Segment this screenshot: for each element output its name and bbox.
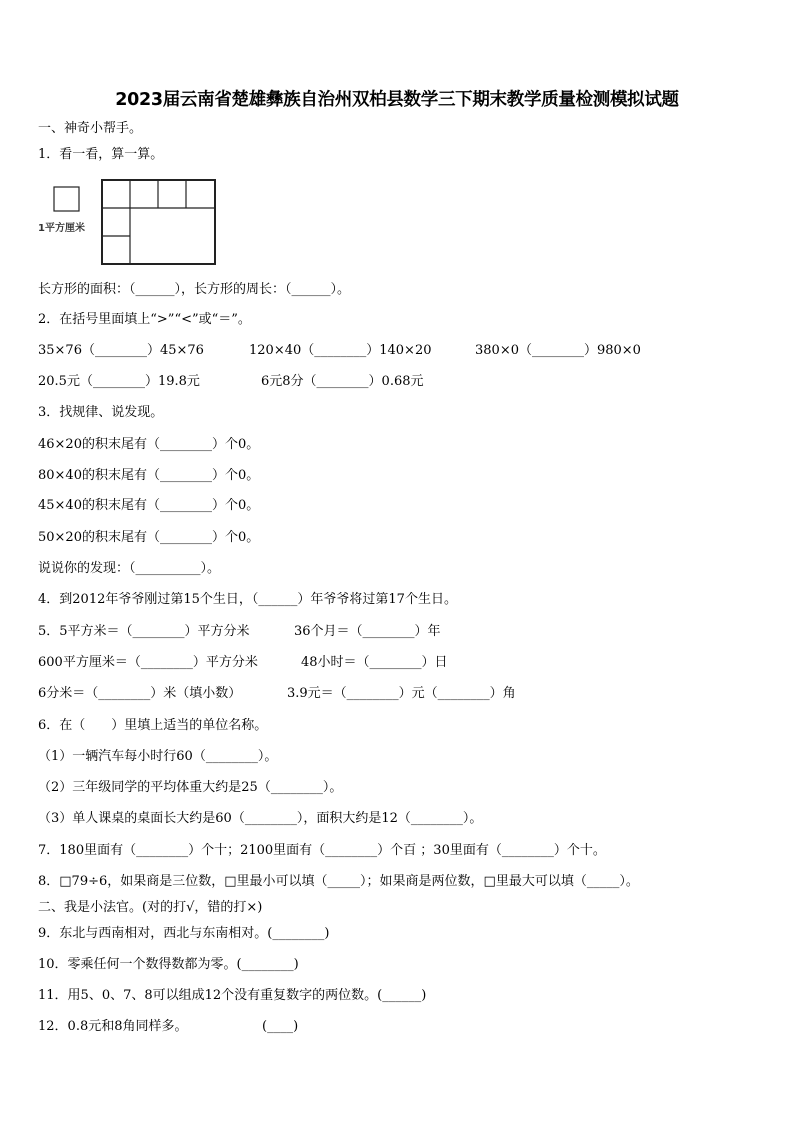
section-heading-1: 一、神奇小帮手。: [38, 121, 143, 136]
question-3-item-3: 45×40的积末尾有（________）个0。: [38, 498, 260, 513]
question-3-item-4: 50×20的积末尾有（________）个0。: [38, 530, 260, 545]
question-3: 3．找规律、说发现。: [38, 405, 164, 420]
question-2-item-3: 380×0（________）980×0: [475, 343, 641, 358]
question-3-item-1: 46×20的积末尾有（________）个0。: [38, 437, 260, 452]
question-2-item-4: 20.5元（________）19.8元: [38, 374, 200, 389]
question-6-item-1: （1）一辆汽车每小时行60（________）。: [38, 749, 278, 764]
question-3-item-2: 80×40的积末尾有（________）个0。: [38, 468, 260, 483]
unit-square-label: 1平方厘米: [38, 223, 85, 234]
section-heading-2: 二、我是小法官。(对的打√，错的打×): [38, 900, 263, 915]
question-4: 4．到2012年爷爷刚过第15个生日，（______）年爷爷将过第17个生日。: [38, 592, 457, 607]
question-5-item-1: 5．5平方米＝（________）平方分米: [38, 624, 250, 639]
rectangle-figure: [38, 177, 228, 267]
question-5-item-5: 6分米＝（________）米（填小数）: [38, 686, 242, 701]
question-6-item-3: （3）单人课桌的桌面长大约是60（________），面积大约是12（________）。: [38, 811, 483, 826]
question-6: 6．在（ ）里填上适当的单位名称。: [38, 718, 268, 733]
question-1: 1．看一看，算一算。: [38, 147, 164, 162]
question-2-item-2: 120×40（________）140×20: [249, 343, 432, 358]
question-2-item-5: 6元8分（________）0.68元: [261, 374, 424, 389]
question-5-item-2: 36个月＝（________）年: [294, 624, 441, 639]
question-3-item-5: 说说你的发现：（__________）。: [38, 561, 221, 576]
question-5-item-3: 600平方厘米＝（________）平方分米: [38, 655, 258, 670]
question-12-answer: (____): [262, 1019, 299, 1034]
question-10: 10．零乘任何一个数得数都为零。(________): [38, 957, 299, 972]
question-1-answer-line: 长方形的面积：（______），长方形的周长：（______）。: [38, 282, 351, 297]
question-2-item-1: 35×76（________）45×76: [38, 343, 204, 358]
question-11: 11．用5、0、7、8可以组成12个没有重复数字的两位数。(______): [38, 988, 427, 1003]
page-title: 2023届云南省楚雄彝族自治州双柏县数学三下期末教学质量检测模拟试题: [115, 90, 679, 110]
question-6-item-2: （2）三年级同学的平均体重大约是25（________）。: [38, 780, 343, 795]
question-5-item-4: 48小时＝（________）日: [301, 655, 448, 670]
question-12: 12．0.8元和8角同样多。: [38, 1019, 188, 1034]
question-7: 7．180里面有（________）个十；2100里面有（________）个百 ；30里面有（________）个十。: [38, 843, 606, 858]
question-5-item-6: 3.9元＝（________）元（________）角: [287, 686, 516, 701]
question-2: 2．在括号里面填上“>”“<”或“＝”。: [38, 312, 251, 327]
question-9: 9．东北与西南相对，西北与东南相对。(________): [38, 926, 330, 941]
question-8: 8．□79÷6，如果商是三位数，□里最小可以填（_____）；如果商是两位数，□里最大可以填（_____）。: [38, 874, 639, 889]
